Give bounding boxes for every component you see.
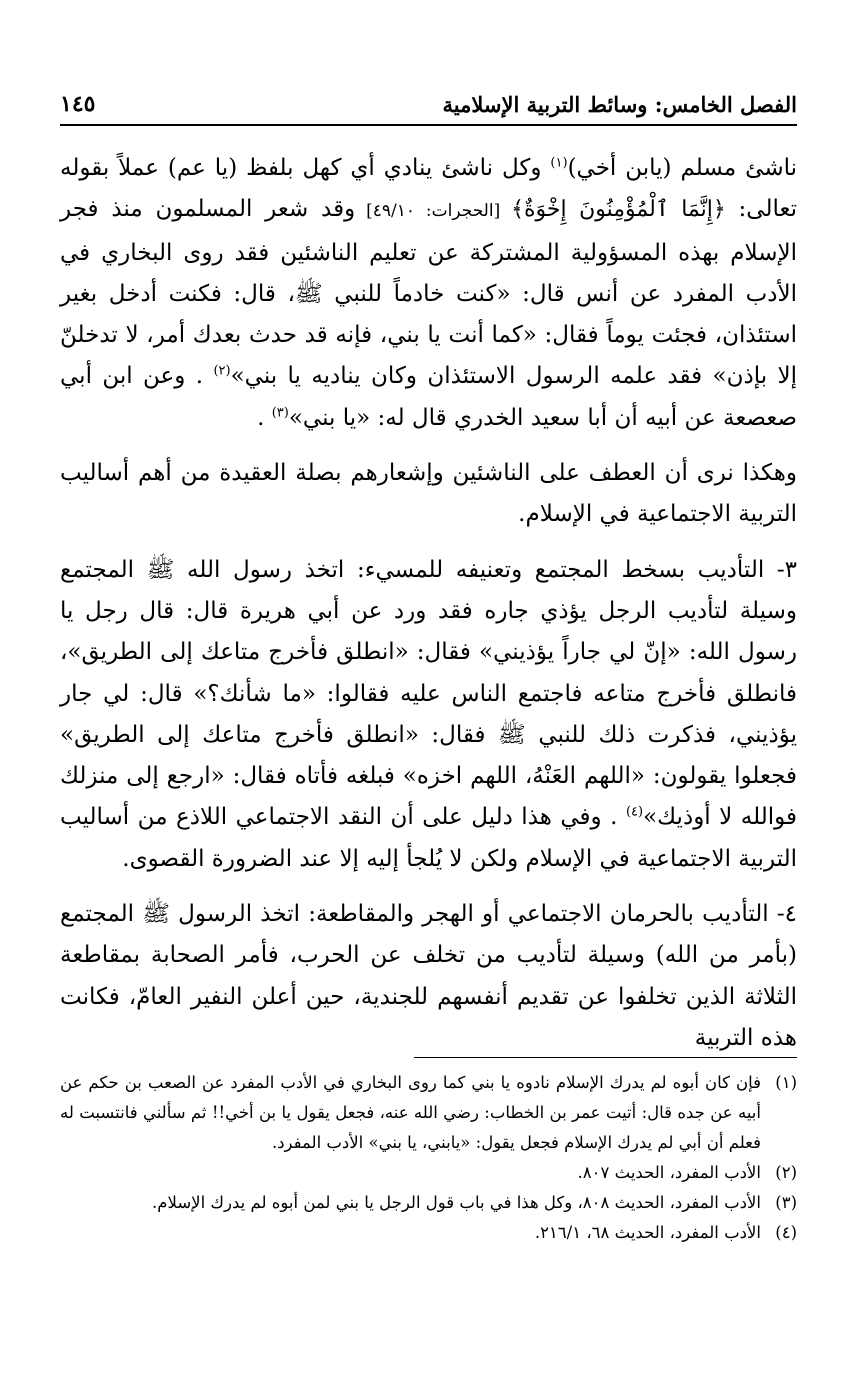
footnote-text: الأدب المفرد، الحديث ٨٠٧. xyxy=(577,1163,761,1182)
running-title: الفصل الخامس: وسائط التربية الإسلامية xyxy=(442,91,797,117)
footnote xyxy=(60,1158,797,1188)
paragraph-3 xyxy=(60,550,797,880)
page-number: ١٤٥ xyxy=(60,91,96,117)
footnote-ref: (٣) xyxy=(271,405,289,421)
verse-reference: [الحجرات: ٤٩/١٠] xyxy=(355,201,512,222)
text-run: وكل ناشئ ينادي أي كهل بلفظ (يا عم) عملاً بقوله تعالى: xyxy=(60,155,797,223)
footnote xyxy=(60,1188,797,1218)
footnote-number: (٢) xyxy=(775,1163,797,1182)
footnote-number: (٤) xyxy=(775,1223,797,1242)
footnote xyxy=(60,1218,797,1248)
page-header xyxy=(60,84,797,126)
footnote-separator xyxy=(414,1057,797,1058)
footnote-ref: (٢) xyxy=(213,363,231,379)
text-run: . xyxy=(257,404,272,431)
text-run: وقد شعر المسلمون منذ فجر الإسلام بهذه المسؤولية المشتركة عن تعليم الناشئين فقد روى البخاري في الأدب المفرد عن أنس قال: «كنت خادماً للنبي ﷺ، قال: فكنت أدخل بغير استئذان، فجئت يوماً فقال: «كما أنت يا بني، فإنه قد حدث بعدك أمر، لا تدخلنّ إلا بإذن» فقد علمه الرسول الاستئذان وكان يناديه يا بني» xyxy=(60,196,798,390)
text-run: . وعن ابن أبي صعصعة عن أبيه أن أبا سعيد الخدري قال له: «يا بني» xyxy=(60,363,797,431)
body-text xyxy=(60,148,797,1073)
footnote-text: الأدب المفرد، الحديث ٨٠٨، وكل هذا في باب قول الرجل يا بني لمن أبوه لم يدرك الإسلام. xyxy=(152,1193,761,1212)
book-page xyxy=(60,0,797,1389)
footnote-text: الأدب المفرد، الحديث ٦٨، ٢١٦/١. xyxy=(534,1223,761,1242)
text-run: . وفي هذا دليل على أن النقد الاجتماعي اللاذع من أساليب التربية الاجتماعية في الإسلام ولكن لا يُلجأ إليه إلا عند الضرورة القصوى. xyxy=(60,804,797,872)
footnote-ref: (٤) xyxy=(625,804,644,820)
footnote-number: (٣) xyxy=(775,1193,797,1212)
footnotes xyxy=(60,1068,797,1248)
text-run: ٣- التأديب بسخط المجتمع وتعنيفه للمسيء: اتخذ رسول الله ﷺ المجتمع وسيلة لتأديب الرجل يؤذي جاره فقد ورد عن أبي هريرة قال: قال رجل يا رسول الله: «إنّ لي جاراً يؤذيني» فقال: «انطلق فأخرج متاعك إلى الطريق»، فانطلق فأخرج متاعه فاجتمع الناس عليه فقالوا: «ما شأنك؟» قال: لي جار يؤذيني، فذكرت ذلك للنبي ﷺ فقال: «انطلق فأخرج متاعك إلى الطريق» فجعلوا يقولون: «اللهم العَنْهُ، اللهم اخزه» فبلغه فأتاه فقال: «ارجع إلى منزلك فوالله لا أوذيك» xyxy=(60,556,797,831)
footnote-number: (١) xyxy=(775,1073,797,1092)
text-run: ناشئ مسلم (يابن أخي) xyxy=(567,155,797,181)
footnote xyxy=(60,1068,797,1158)
paragraph-4: ٤- التأديب بالحرمان الاجتماعي أو الهجر والمقاطعة: اتخذ الرسول ﷺ المجتمع (بأمر من الله) وسيلة لتأديب من تخلف عن الحرب، فأمر الصحابة بمقاطعة الثلاثة الذين تخلفوا عن تقديم أنفسهم للجندية، حين أعلن النفير العامّ، فكانت هذه التربية xyxy=(60,901,797,1051)
paragraph-2: وهكذا نرى أن العطف على الناشئين وإشعارهم بصلة العقيدة من أهم أساليب التربية الاجتماعية في الإسلام. xyxy=(60,460,797,528)
footnote-ref: (١) xyxy=(550,155,568,171)
footnote-text: فإن كان أبوه لم يدرك الإسلام نادوه يا بني كما روى البخاري في الأدب المفرد عن الصعب بن حكم عن أبيه عن جده قال: أتيت عمر بن الخطاب: رضي الله عنه، فجعل يقول يا بن أخي!! ثم سألني فانتسبت له فعلم أن أبي لم يدرك الإسلام فجعل يقول: «يابني، يا بني» الأدب المفرد. xyxy=(60,1073,761,1152)
paragraph-1 xyxy=(60,148,797,439)
quran-verse: ﴿إِنَّمَا ٱلْمُؤْمِنُونَ إِخْوَةٌ﴾ xyxy=(511,197,726,223)
